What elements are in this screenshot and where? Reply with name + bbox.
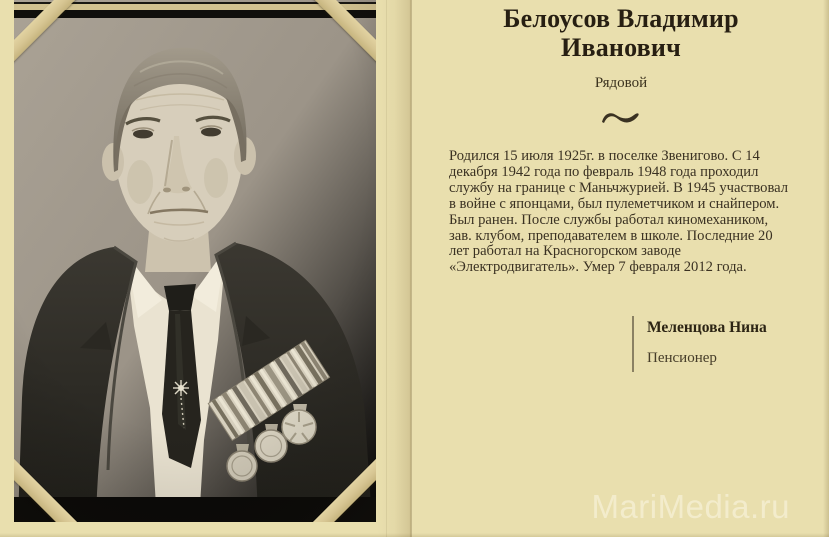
- page-right-edge-shadow: [823, 0, 829, 537]
- biography-panel: [449, 0, 793, 372]
- portrait-photo: [14, 0, 376, 522]
- author-role: Пенсионер: [647, 350, 717, 367]
- portrait-illustration: [14, 0, 376, 522]
- rank-label: Рядовой: [594, 75, 648, 91]
- page-fold: [377, 0, 412, 537]
- section-divider: [449, 107, 793, 129]
- lazy-s-divider-icon: [600, 107, 642, 127]
- author-name: Меленцова Нина: [647, 319, 767, 337]
- page-bottom-edge-shadow: [0, 533, 829, 537]
- author-block: [632, 316, 793, 372]
- page-title: Белоусов Владимир Иванович: [503, 4, 739, 62]
- watermark: MariMedia.ru: [591, 488, 790, 525]
- biography-text: Родился 15 июля 1925г. в поселке Звенигово. С 14 декабря 1942 года по февраль 1948 года проходил службу на границе с Маньчжурией. В 1945 участвовал в войне с японцами, был пулеметчиком и снайпером. Был ранен. После службы работал киномехаником, зав. клубом, преподавателем в школе. Последние 20 лет работал на Красногорском заводе «Электродвигатель». Умер 7 февраля 2012 года.: [449, 148, 789, 276]
